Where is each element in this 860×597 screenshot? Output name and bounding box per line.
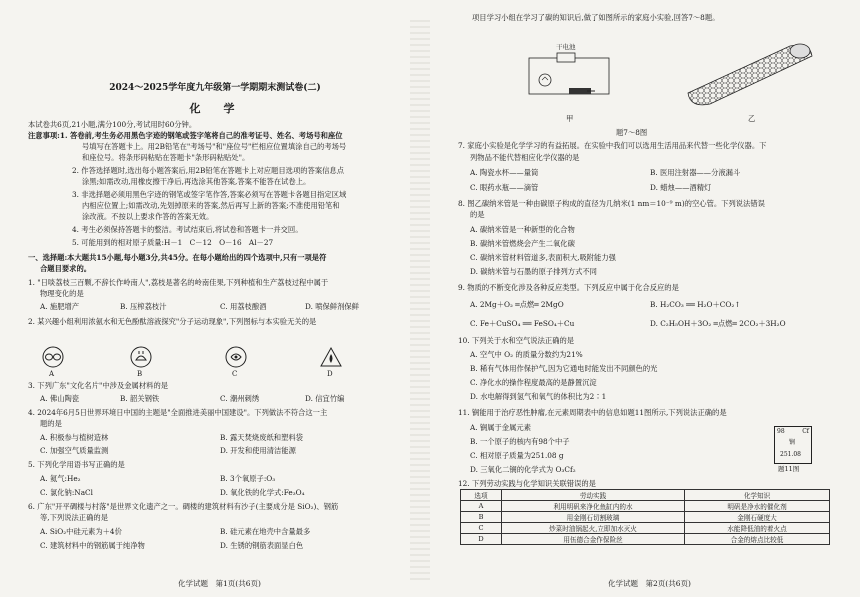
exam-intro: 本试卷共6页,21小题,满分100分,考试用时60分钟。 [28, 120, 197, 129]
option: B. 露天焚烧废纸和塑料袋 [220, 433, 303, 442]
icon-label: A [49, 370, 55, 378]
option: C. 氯化钠:NaCl [40, 488, 93, 497]
atomic-mass: 251.08 [780, 451, 801, 458]
option: D. C₂H₅OH＋3O₂ ═点燃═ 2CO₂＋3H₂O [650, 319, 786, 328]
option: C. 眼药水瓶——滴管 [470, 183, 539, 192]
option: C. 相对原子质量为251.08 g [470, 451, 564, 460]
question-6: 6. 广东"开平碉楼与村落"是世界文化遗产之一。碉楼的建筑材料有沙子(主要成分是 SiO₂)、钢筋 [28, 502, 339, 511]
table-row [461, 501, 830, 512]
table-header-cell: 化学知识 [685, 490, 830, 501]
option: A. 积极参与植树造林 [40, 433, 109, 442]
option: C. 潮州刺绣 [220, 394, 260, 403]
option: A. 空气中 O₂ 的质量分数约为21% [470, 350, 583, 359]
question-4: 4. 2024年6月5日世界环境日中国的主题是"全面推进美丽中国建设"。下列做法不符合这一主 [28, 408, 328, 417]
option: A. 佛山陶瓷 [40, 394, 80, 403]
option: D. 氧化铁的化学式:Fe₃O₄ [220, 488, 305, 497]
table-header-cell: 选项 [461, 490, 502, 501]
table-cell: 合金的熔点比较低 [685, 534, 830, 545]
notice-line: 5. 可能用到的相对原子质量:H－1 C－12 O－16 Al－27 [72, 238, 274, 247]
option: A. 陶瓷水杯——量筒 [470, 168, 539, 177]
section-heading: 一、选择题:本大题共15小题,每小题3分,共45分。在每小题给出的四个选项中,只有一项是符 [28, 253, 327, 262]
table-cell: 金刚石硬度大 [685, 512, 830, 523]
option: B. H₂CO₃ ══ H₂O＋CO₂↑ [650, 300, 741, 309]
option: C. 碳纳米管材料管道多,表面积大,吸附能力强 [470, 253, 616, 262]
table-cell: 炒菜时油锅起火,立即加水灭火 [502, 523, 685, 534]
table-cell: 明矾是净水的催化剂 [685, 501, 830, 512]
battery-label: 干电池 [556, 43, 576, 51]
icon-label: B [137, 370, 143, 378]
page-footer: 化学试题 第1页(共6页) [178, 579, 261, 588]
option: A. 碳纳米管是一种新型的化合物 [470, 225, 575, 234]
question-8: 8. 图乙碳纳米管是一种由碳原子构成的直径为几纳米(1 nm＝10⁻⁹ m)的空心管。下列说法错误 [458, 199, 765, 208]
page-footer: 化学试题 第2页(共6页) [608, 579, 691, 588]
option: B. 一个原子的核内有98个中子 [470, 437, 570, 446]
option: D. 水电解得到氢气和氧气的体积比为2∶1 [470, 392, 607, 401]
atomic-number: 98 [777, 428, 785, 435]
option: A. 锎属于金属元素 [470, 423, 531, 432]
notice-line: 注意事项:1. 答卷前,考生务必用黑色字迹的钢笔或签字笔将自己的准考证号、姓名、考场号和座位 [28, 131, 343, 140]
option: C. 用荔枝酿酒 [220, 302, 267, 311]
option: C. 加强空气质量监测 [40, 446, 109, 455]
hand-wash-icon [130, 346, 152, 372]
element-caption: 题11图 [778, 465, 800, 473]
question-9: 9. 物质的不断变化涉及各种反应类型。下列反应中属于化合反应的是 [458, 283, 679, 292]
exam-title: 2024～2025学年度九年级第一学期期末测试卷(二) [109, 83, 321, 93]
notice-line: 涂黑;如需改动,用橡皮擦干净后,再选涂其他答案,答案不能答在试卷上。 [82, 177, 311, 186]
section-heading: 合题目要求的。 [40, 264, 92, 273]
question-12: 12. 下列劳动实践与化学知识关联错误的是 [458, 479, 596, 488]
question-11: 11. 锎能用于治疗恶性肿瘤,在元素周期表中的信息如题11图所示,下列说法正确的是 [458, 408, 727, 417]
option: C. Fe＋CuSO₄ ══ FeSO₄＋Cu [470, 319, 575, 328]
question-1: 物理变化的是 [40, 289, 84, 298]
option: B. 医用注射器——分液漏斗 [650, 168, 741, 177]
table-row [461, 534, 830, 545]
table-cell: D [461, 534, 502, 545]
nanotube-figure [680, 38, 820, 110]
option: A. 氦气:He₂ [40, 474, 81, 483]
question-3: 3. 下列广东"文化名片"中涉及金属材料的是 [28, 381, 169, 390]
option: B. 硅元素在地壳中含量最多 [220, 527, 311, 536]
table-row [461, 523, 830, 534]
figure-label-yi: 乙 [748, 114, 756, 123]
option: D. 信宜竹编 [305, 394, 345, 403]
practice-table [460, 489, 830, 545]
safety-icons [40, 346, 370, 376]
element-card [774, 426, 812, 464]
notice-line: 4. 考生必须保持答题卡的整洁。考试结束后,将试卷和答题卡一并交回。 [72, 225, 303, 234]
goggles-icon [42, 346, 64, 372]
option: B. 韶关钢铁 [120, 394, 160, 403]
notice-line: 3. 非选择题必须用黑色字迹的钢笔或签字笔作答,答案必须写在答题卡各题目指定区域 [72, 190, 347, 199]
subject-title: 化 学 [189, 102, 241, 115]
table-cell: 利用明矾来净化鱼缸内的水 [502, 501, 685, 512]
option: D. 开发和使用清洁能源 [220, 446, 296, 455]
option: D. 碳纳米管与石墨的原子排列方式不同 [470, 267, 597, 276]
question-1: 1. "日啖荔枝三百颗,不辞长作岭南人",荔枝是著名的岭南佳果,下列种植和生产荔枝过程中属于 [28, 278, 329, 287]
notice-line: 号填写在答题卡上。用2B铅笔在"考场号"和"座位号"栏相应位置填涂自己的考场号 [82, 142, 347, 151]
option: C. 建筑材料中的钢筋属于纯净物 [40, 541, 145, 550]
option: D. 喷保鲜剂保鲜 [305, 302, 360, 311]
option: D. 三氧化二锎的化学式为 O₃Cf₂ [470, 465, 576, 474]
table-cell: 用伍德合金作保险丝 [502, 534, 685, 545]
table-row [461, 512, 830, 523]
flame-warning-icon [320, 346, 342, 372]
question-7: 列物品不能代替相应化学仪器的是 [470, 153, 580, 162]
icon-label: C [232, 370, 238, 378]
table-header-cell: 劳动实践 [502, 490, 685, 501]
option: A. 2Mg＋O₂ ═点燃═ 2MgO [470, 300, 564, 309]
ventilation-icon [225, 346, 247, 372]
question-7: 7. 家庭小实验是化学学习的有益拓展。在实验中我们可以选用生活用品来代替一些化学仪器。下 [458, 141, 767, 150]
question-2: 2. 某兴趣小组利用浓氨水和无色酚酞溶液探究"分子运动现象",下列图标与本实验无关的是 [28, 317, 317, 326]
question-5: 5. 下列化学用语书写正确的是 [28, 460, 125, 469]
option: B. 碳纳米管燃烧会产生二氧化碳 [470, 239, 575, 248]
option: B. 3个氧原子:O₃ [220, 474, 276, 483]
option: A. 施肥增产 [40, 302, 80, 311]
notice-line: 涂改液。不按以上要求作答的答案无效。 [82, 212, 214, 221]
option: D. 生锈的钢筋表面显白色 [220, 541, 304, 550]
element-symbol: Cf [802, 428, 809, 435]
option: A. SiO₂中硅元素为＋4价 [40, 527, 122, 536]
notice-line: 和座位号。将条形码粘贴在答题卡"条形码粘贴处"。 [82, 153, 250, 162]
table-cell: A [461, 501, 502, 512]
question-10: 10. 下列关于水和空气说法正确的是 [458, 336, 575, 345]
option: C. 净化水的操作程度最高的是静置沉淀 [470, 378, 597, 387]
notice-line: 2. 作答选择题时,选出每小题答案后,用2B铅笔在答题卡上对应题目选项的答案信息点 [72, 166, 345, 175]
figure-caption: 题7～8图 [616, 128, 648, 137]
question-4: 题的是 [40, 419, 62, 428]
option: B. 压榨荔枝汁 [120, 302, 167, 311]
table-header-row [461, 490, 830, 501]
table-cell: C [461, 523, 502, 534]
option: D. 蜡烛——酒精灯 [650, 183, 712, 192]
figure-label-jia: 甲 [566, 114, 574, 123]
table-cell: 用金刚石切割玻璃 [502, 512, 685, 523]
table-cell: 水能降低油的着火点 [685, 523, 830, 534]
experiment-intro: 项目学习小组在学习了碳的知识后,做了如图所示的家庭小实验,回答7～8题。 [472, 13, 720, 22]
element-name: 锎 [789, 439, 796, 446]
option: B. 稀有气体用作保护气,因为它通电时能发出不同颜色的光 [470, 364, 658, 373]
notice-line: 内相应位置上;如需改动,先划掉原来的答案,然后再写上新的答案;不准使用铅笔和 [82, 201, 340, 210]
question-8: 的是 [470, 210, 485, 219]
table-cell: B [461, 512, 502, 523]
icon-label: D [327, 370, 333, 378]
question-6: 等,下列说法正确的是 [40, 513, 108, 522]
